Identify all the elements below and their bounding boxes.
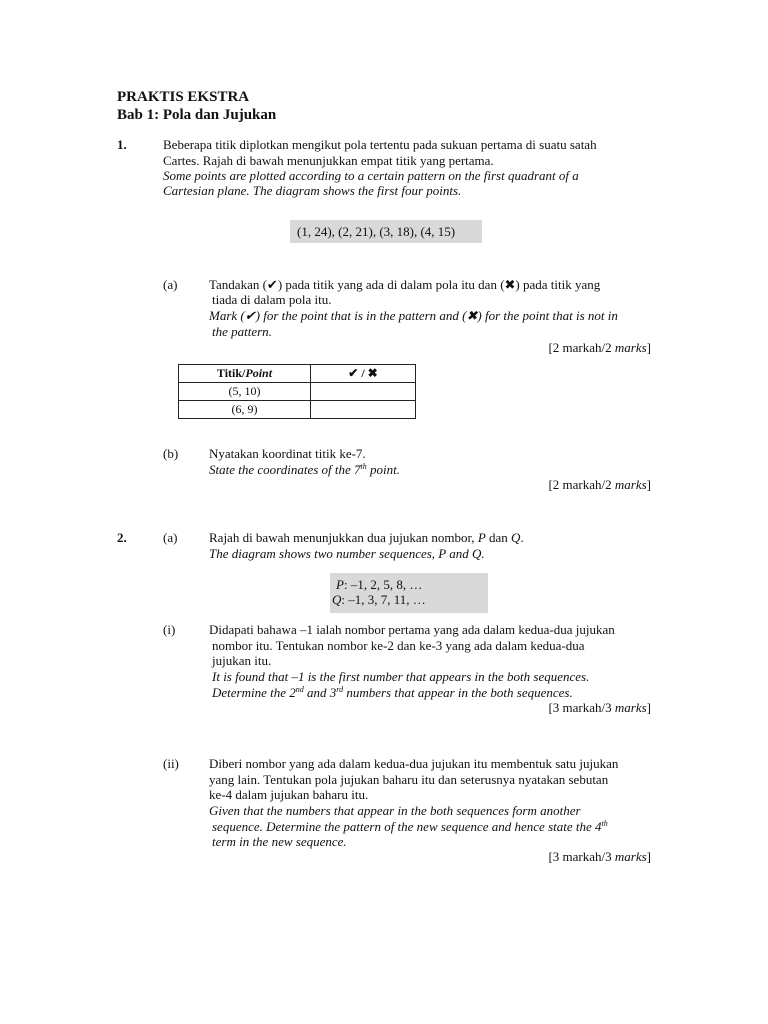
points-list: (1, 24), (2, 21), (3, 18), (4, 15)	[297, 224, 456, 239]
q2i-ms-line-3: jujukan itu.	[212, 653, 272, 668]
table-header-row	[179, 365, 416, 383]
sequence-q: Q: –1, 3, 7, 11, …	[332, 592, 426, 607]
table-cell-point: (6, 9)	[179, 401, 311, 419]
q2ii-ms-line-1: Diberi nombor yang ada dalam kedua-dua jujukan itu membentuk satu jujukan	[209, 756, 619, 771]
q1b-en-line: State the coordinates of the 7th point.	[209, 462, 400, 477]
table-cell-answer[interactable]	[311, 383, 416, 401]
q1a-marks: [2 markah/2 marks]	[548, 340, 651, 355]
q2i-en-line-1: It is found that –1 is the first number that appears in the both sequences.	[212, 669, 590, 684]
table-cell-point: (5, 10)	[179, 383, 311, 401]
q2i-label: (i)	[163, 622, 176, 637]
q1-ms-line-2: Cartes. Rajah di bawah menunjukkan empat titik yang pertama.	[163, 153, 494, 168]
q2i-marks: [3 markah/3 marks]	[548, 700, 651, 715]
q2i-ms-line-2: nombor itu. Tentukan nombor ke-2 dan ke-3 yang ada dalam kedua-dua	[212, 638, 585, 653]
q2ii-en-line-2: sequence. Determine the pattern of the new sequence and hence state the 4th	[212, 819, 608, 834]
points-table	[178, 364, 416, 419]
q1a-en-line-2: the pattern.	[212, 324, 272, 339]
table-row	[179, 383, 416, 401]
table-cell-answer[interactable]	[311, 401, 416, 419]
q2ii-ms-line-2: yang lain. Tentukan pola jujukan baharu itu dan seterusnya nyatakan sebutan	[209, 772, 609, 787]
q1a-ms-line-2: tiada di dalam pola itu.	[212, 292, 332, 307]
q2a-label: (a)	[163, 530, 178, 545]
q1b-ms-line: Nyatakan koordinat titik ke-7.	[209, 446, 366, 461]
q2ii-label: (ii)	[163, 756, 179, 771]
page-title: PRAKTIS EKSTRA	[117, 89, 250, 105]
q2i-ms-line-1: Didapati bahawa –1 ialah nombor pertama yang ada dalam kedua-dua jujukan	[209, 622, 615, 637]
chapter-title: Bab 1: Pola dan Jujukan	[117, 107, 277, 123]
q1-ms-line-1: Beberapa titik diplotkan mengikut pola tertentu pada sukuan pertama di suatu satah	[163, 137, 597, 152]
sequence-p: P: –1, 2, 5, 8, …	[336, 577, 423, 592]
q1a-en-line-1: Mark (✔) for the point that is in the pattern and (✖) for the point that is not in	[209, 308, 618, 323]
q1a-label: (a)	[163, 277, 178, 292]
q1b-marks: [2 markah/2 marks]	[548, 477, 651, 492]
q1-en-line-2: Cartesian plane. The diagram shows the first four points.	[163, 183, 462, 198]
q2a-en-line: The diagram shows two number sequences, P and Q.	[209, 546, 485, 561]
question-2-number: 2.	[117, 530, 127, 545]
q1-en-line-1: Some points are plotted according to a certain pattern on the first quadrant of a	[163, 168, 579, 183]
question-1-number: 1.	[117, 137, 127, 152]
table-row	[179, 401, 416, 419]
table-header-mark: ✔ / ✖	[311, 365, 416, 383]
q1b-label: (b)	[163, 446, 179, 461]
q2ii-en-line-3: term in the new sequence.	[212, 834, 347, 849]
q2i-en-line-2: Determine the 2nd and 3rd numbers that appear in the both sequences.	[212, 685, 573, 700]
q1a-ms-line-1: Tandakan (✔) pada titik yang ada di dalam pola itu dan (✖) pada titik yang	[209, 277, 601, 292]
q2ii-marks: [3 markah/3 marks]	[548, 849, 651, 864]
table-header-point: Titik/Point	[179, 365, 311, 383]
q2a-ms-line: Rajah di bawah menunjukkan dua jujukan nombor, P dan Q.	[209, 530, 524, 545]
q2ii-en-line-1: Given that the numbers that appear in the both sequences form another	[209, 803, 581, 818]
q2ii-ms-line-3: ke-4 dalam jujukan baharu itu.	[209, 787, 369, 802]
